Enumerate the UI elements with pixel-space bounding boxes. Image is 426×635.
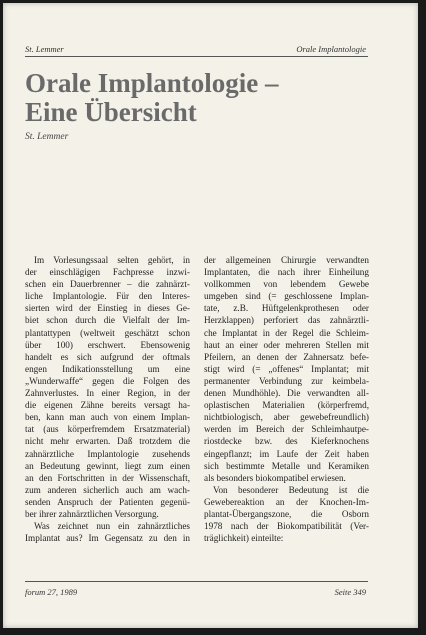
text-line: über 100) erschwert. Ebensowenig xyxy=(25,339,190,350)
text-line: engen Indikationsstellung um eine xyxy=(25,363,190,374)
text-line: als besonders biokompatibel erwiesen. xyxy=(204,472,346,483)
text-line: nichtbiologisch, aber gewebefreundlich) xyxy=(204,412,369,423)
text-line: umgeben sind (= geschlossene Implan- xyxy=(204,291,369,302)
text-line: der einschlägigen Fachpresse inzwi- xyxy=(25,267,190,278)
text-line: vollkommen von lebendem Gewebe xyxy=(204,279,369,290)
text-line: die eigenen Zähne bereits versagt ha- xyxy=(25,400,190,411)
text-line: sierten wird der Einstieg in dieses Ge- xyxy=(25,303,190,314)
article-title-line-1: Orale Implantologie – xyxy=(25,68,279,98)
text-line: haut an einer oder mehreren Stellen mit xyxy=(204,339,369,350)
text-line: riostdecke bzw. des Kieferknochens xyxy=(204,436,369,447)
text-line: 1978 nach der Biokompatibilität (Ver- xyxy=(204,521,369,532)
text-line: Im Vorlesungssaal selten gehört, in xyxy=(34,255,190,265)
text-line: ber ihrer zahnärztlichen Versorgung. xyxy=(25,508,159,519)
text-line: che Implantat in der Regel die Schleim- xyxy=(204,327,369,338)
text-line: handelt es sich aufgrund der oftmals xyxy=(25,351,190,362)
text-line: senden Anspruch der Patienten gegenü- xyxy=(25,496,190,507)
text-line: Gewebereaktion an der Knochen-Im- xyxy=(204,496,369,507)
running-header-title: Orale Implantologie xyxy=(296,44,366,54)
text-line: zum anderen sicherlich auch am wach- xyxy=(25,484,190,495)
text-line: Zahnverlustes. In einer Region, in der xyxy=(25,388,190,399)
text-line: der allgemeinen Chirurgie verwandten xyxy=(204,255,369,265)
footer-journal: forum 27, 1989 xyxy=(25,587,78,597)
text-line: Herzklappen) perforiert das zahnärztli- xyxy=(204,315,369,326)
text-line: ben, kann man auch von einem Implan- xyxy=(25,412,190,423)
text-line: schen ein Dauerbrenner – die zahnärzt- xyxy=(25,279,190,290)
text-line: stigt wird (= „offenes“ Implantat; mit xyxy=(204,363,369,374)
text-line: plantattypen (weltweit geschätzt schon xyxy=(25,327,190,338)
text-line: Was zeichnet nun ein zahnärztliches xyxy=(34,521,190,532)
text-line: biet schon durch die Vielfalt der Im- xyxy=(25,315,190,326)
text-line: zahnärztliche Implantologie zusehends xyxy=(25,448,190,459)
text-line: nicht mehr erwarten. Daß trotzdem die xyxy=(25,436,190,447)
running-header-author: St. Lemmer xyxy=(25,44,64,54)
text-line: Implantat aus? Im Gegensatz zu den in xyxy=(25,533,190,544)
text-line: Implantaten, die nach ihrer Einheilung xyxy=(204,267,369,278)
text-line: an den Fortschritten in der Wissenschaft, xyxy=(25,472,190,483)
text-line: denen Mundhöhle). Die verwandten all- xyxy=(204,388,369,399)
article-title xyxy=(25,69,365,127)
text-line: träglichkeit) einteilte: xyxy=(204,533,284,544)
article-title-line-2: Eine Übersicht xyxy=(25,97,197,127)
header-rule xyxy=(25,56,368,57)
text-line: plantat-Übergangszone, die Osborn xyxy=(204,508,369,519)
text-line: „Wunderwaffe“ gegen die Folgen des xyxy=(25,375,190,386)
text-line: oplastischen Materialien (körperfremd, xyxy=(204,400,369,411)
body-column-right xyxy=(204,254,369,544)
text-line: an Bedeutung gewinnt, liegt zum einen xyxy=(25,460,190,471)
text-line: Pfeilern, an denen der Zahnersatz befe- xyxy=(204,351,369,362)
body-column-left xyxy=(25,254,190,544)
text-line: werden im Bereich der Schleimhautpe- xyxy=(204,424,369,435)
text-line: eingepflanzt; im Laufe der Zeit haben xyxy=(204,448,369,459)
document-page xyxy=(3,3,418,628)
article-author: St. Lemmer xyxy=(25,132,69,142)
text-line: liche Implantologie. Für den Interes- xyxy=(25,291,190,302)
text-line: tate, z.B. Hüftgelenkprothesen oder xyxy=(204,303,369,314)
text-line: sich bestimmte Metalle und Keramiken xyxy=(204,460,369,471)
text-line: tat (aus körperfremdem Ersatzmaterial) xyxy=(25,424,190,435)
text-line: permanenter Verbindung zur keimbela- xyxy=(204,375,369,386)
footer-page-number: Seite 349 xyxy=(334,587,366,597)
text-line: Von besonderer Bedeutung ist die xyxy=(213,484,369,495)
footer-rule xyxy=(25,581,368,582)
